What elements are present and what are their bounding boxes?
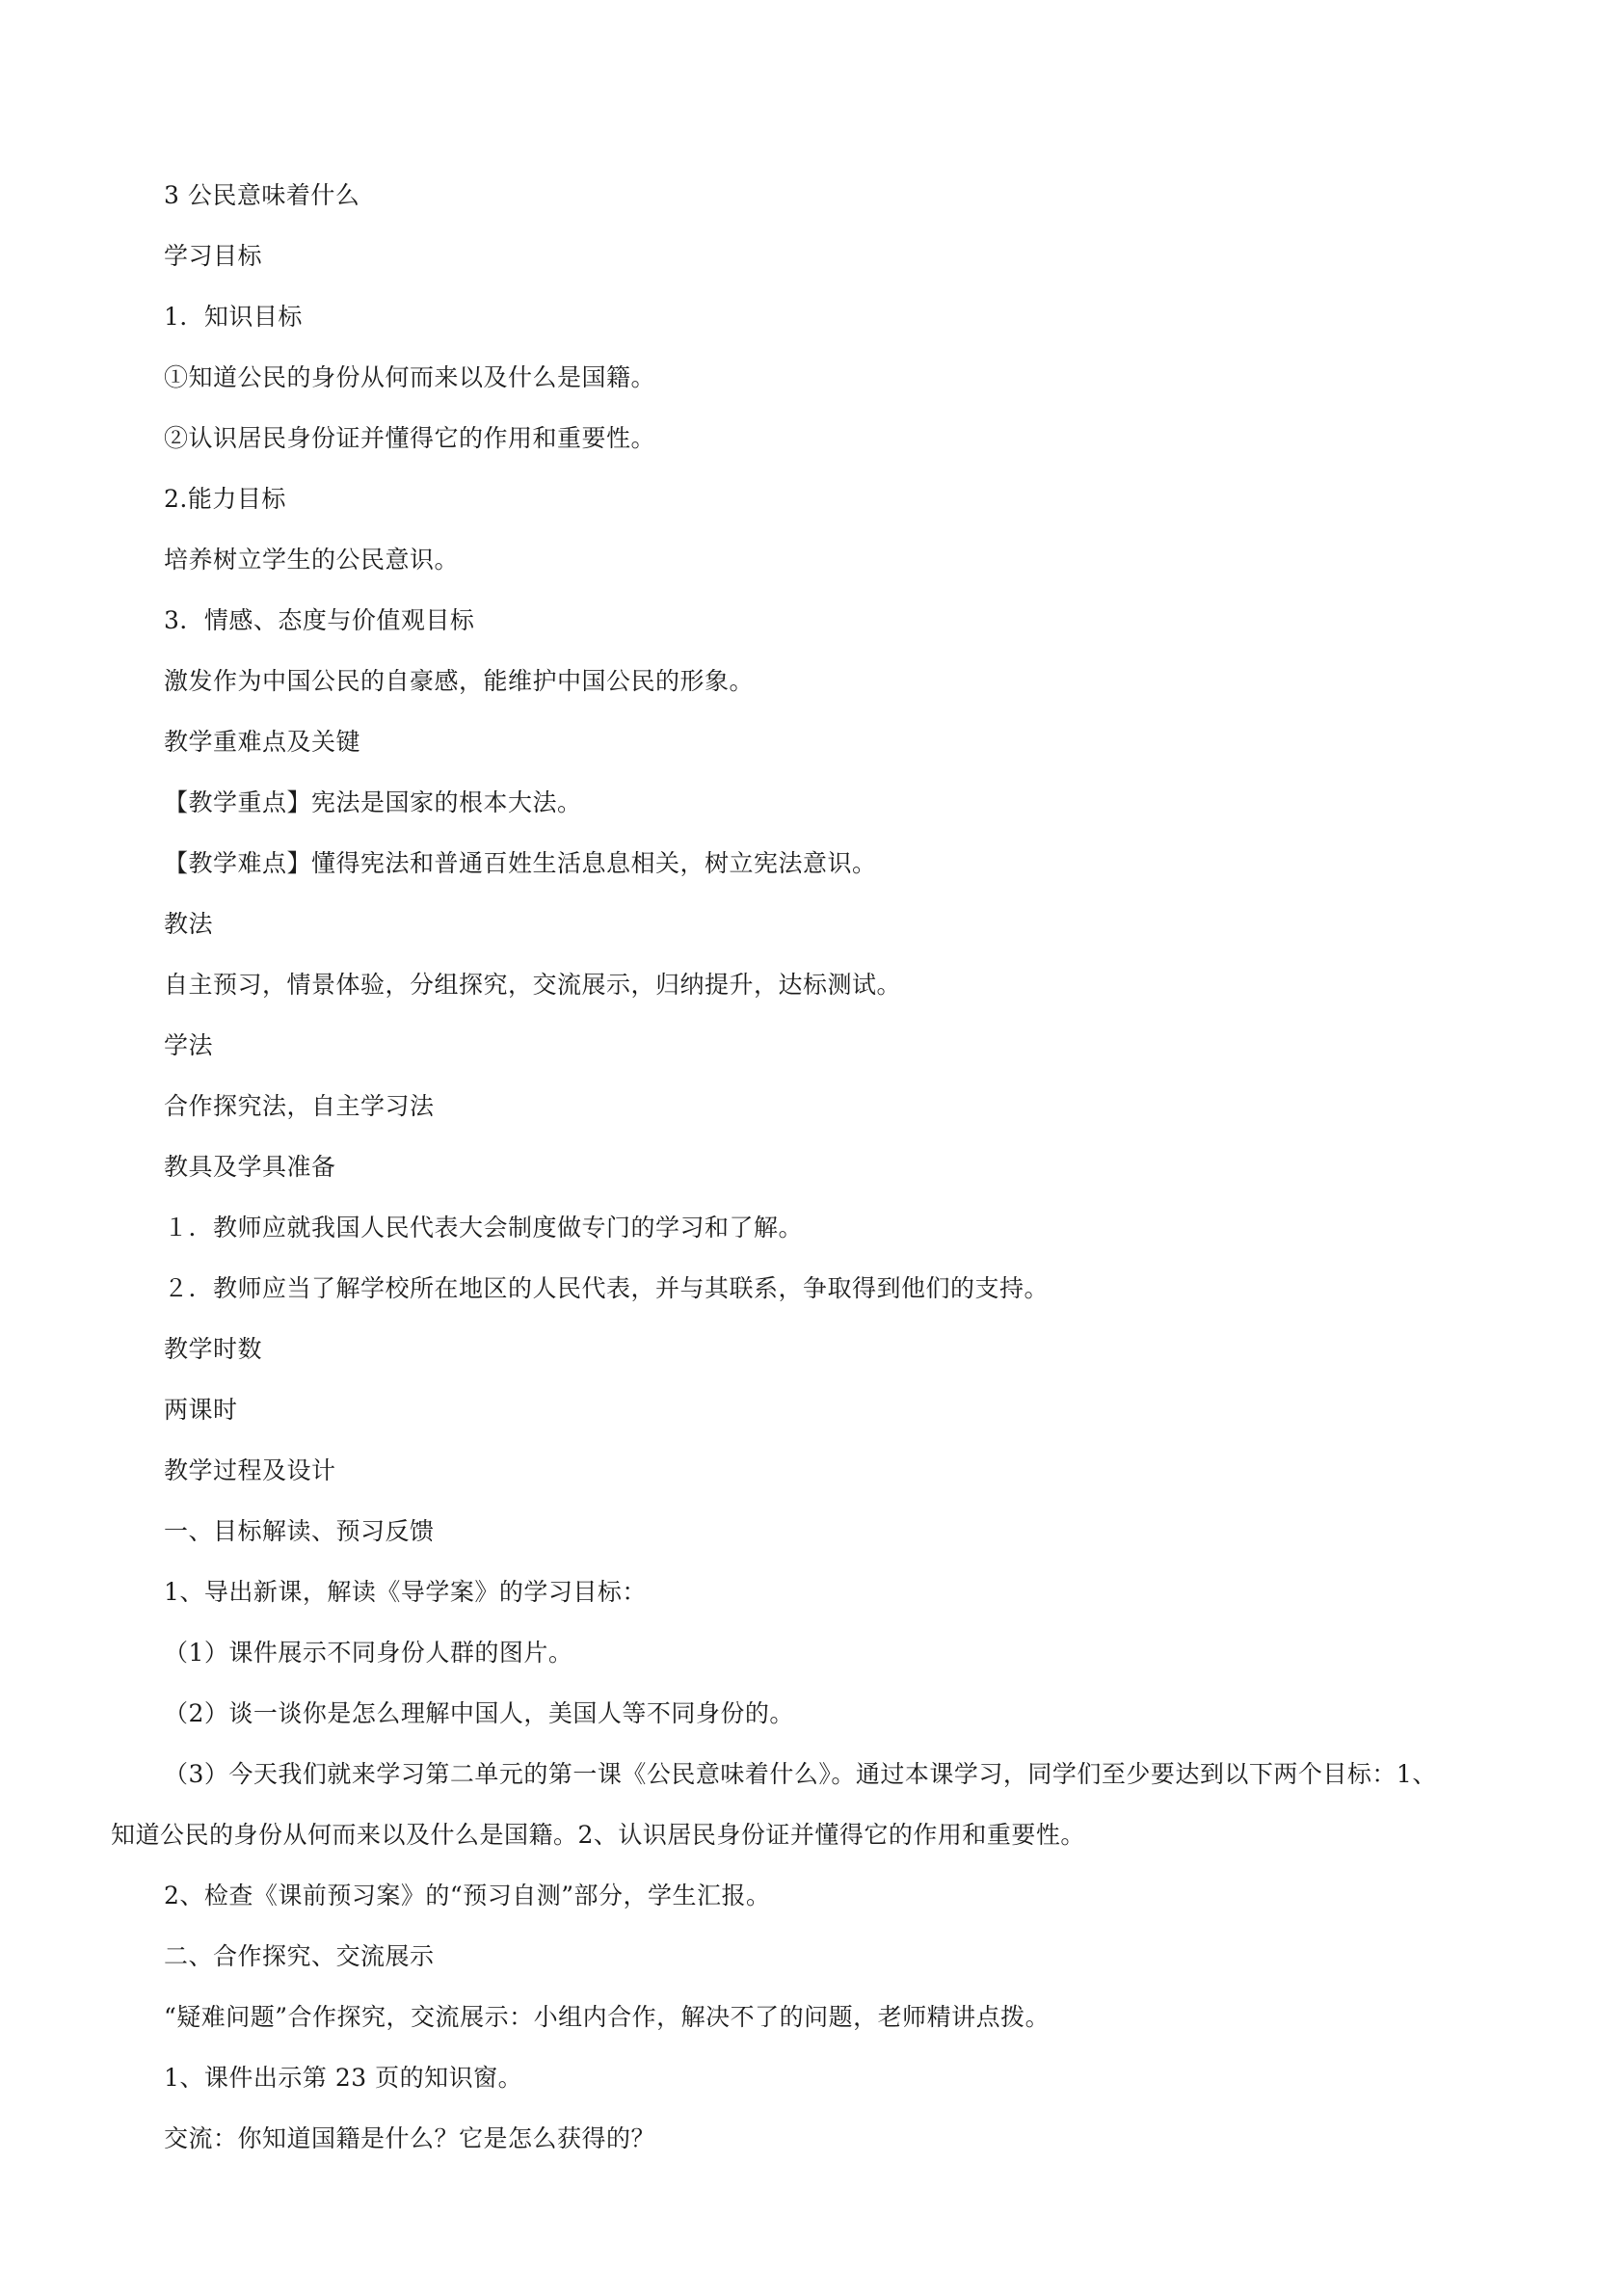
subsection-heading: 1．知识目标 (164, 303, 303, 331)
paragraph: 激发作为中国公民的自豪感，能维护中国公民的形象。 (164, 667, 755, 695)
subsection-heading: 3．情感、态度与价值观目标 (164, 606, 475, 634)
section-heading: 教学时数 (164, 1335, 263, 1363)
section-heading: 教法 (164, 910, 214, 938)
section-heading: 教学过程及设计 (164, 1456, 336, 1484)
paragraph: 两课时 (164, 1396, 238, 1424)
paragraph: 2、检查《课前预习案》的“预习自测”部分，学生汇报。 (164, 1882, 771, 1909)
section-heading: 学法 (164, 1031, 214, 1059)
paragraph: 交流：你知道国籍是什么？它是怎么获得的？ (164, 2124, 656, 2152)
section-heading: 学习目标 (164, 242, 263, 270)
paragraph: （2）谈一谈你是怎么理解中国人，美国人等不同身份的。 (164, 1699, 794, 1727)
paragraph: 合作探究法，自主学习法 (164, 1092, 435, 1120)
paragraph: “疑难问题”合作探究，交流展示：小组内合作，解决不了的问题，老师精讲点拨。 (164, 2003, 1051, 2031)
paragraph: 培养树立学生的公民意识。 (164, 546, 460, 574)
subsection-heading: 二、合作探究、交流展示 (164, 1942, 435, 1970)
paragraph: 1、导出新课，解读《导学案》的学习目标： (164, 1578, 647, 1606)
paragraph: 【教学重点】宪法是国家的根本大法。 (164, 788, 582, 816)
section-heading: 教具及学具准备 (164, 1153, 336, 1181)
paragraph: ①知道公民的身份从何而来以及什么是国籍。 (164, 363, 656, 391)
paragraph: 1、课件出示第 23 页的知识窗。 (164, 2064, 523, 2092)
paragraph-continuation: 知道公民的身份从何而来以及什么是国籍。2、认识居民身份证并懂得它的作用和重要性。 (111, 1821, 1085, 1849)
subsection-heading: 2.能力目标 (164, 485, 286, 513)
paragraph: （3）今天我们就来学习第二单元的第一课《公民意味着什么》。通过本课学习，同学们至少要达到以下两个目标：1、 (164, 1760, 1437, 1788)
paragraph: １．教师应就我国人民代表大会制度做专门的学习和了解。 (164, 1214, 804, 1241)
paragraph: 自主预习，情景体验，分组探究，交流展示，归纳提升，达标测试。 (164, 971, 902, 999)
lesson-title: 3 公民意味着什么 (164, 181, 360, 209)
paragraph: （1）课件展示不同身份人群的图片。 (164, 1639, 573, 1667)
paragraph: 【教学难点】懂得宪法和普通百姓生活息息相关，树立宪法意识。 (164, 849, 877, 877)
paragraph: ②认识居民身份证并懂得它的作用和重要性。 (164, 424, 656, 452)
subsection-heading: 一、目标解读、预习反馈 (164, 1517, 435, 1545)
paragraph: ２．教师应当了解学校所在地区的人民代表，并与其联系，争取得到他们的支持。 (164, 1274, 1050, 1302)
section-heading: 教学重难点及关键 (164, 728, 361, 756)
